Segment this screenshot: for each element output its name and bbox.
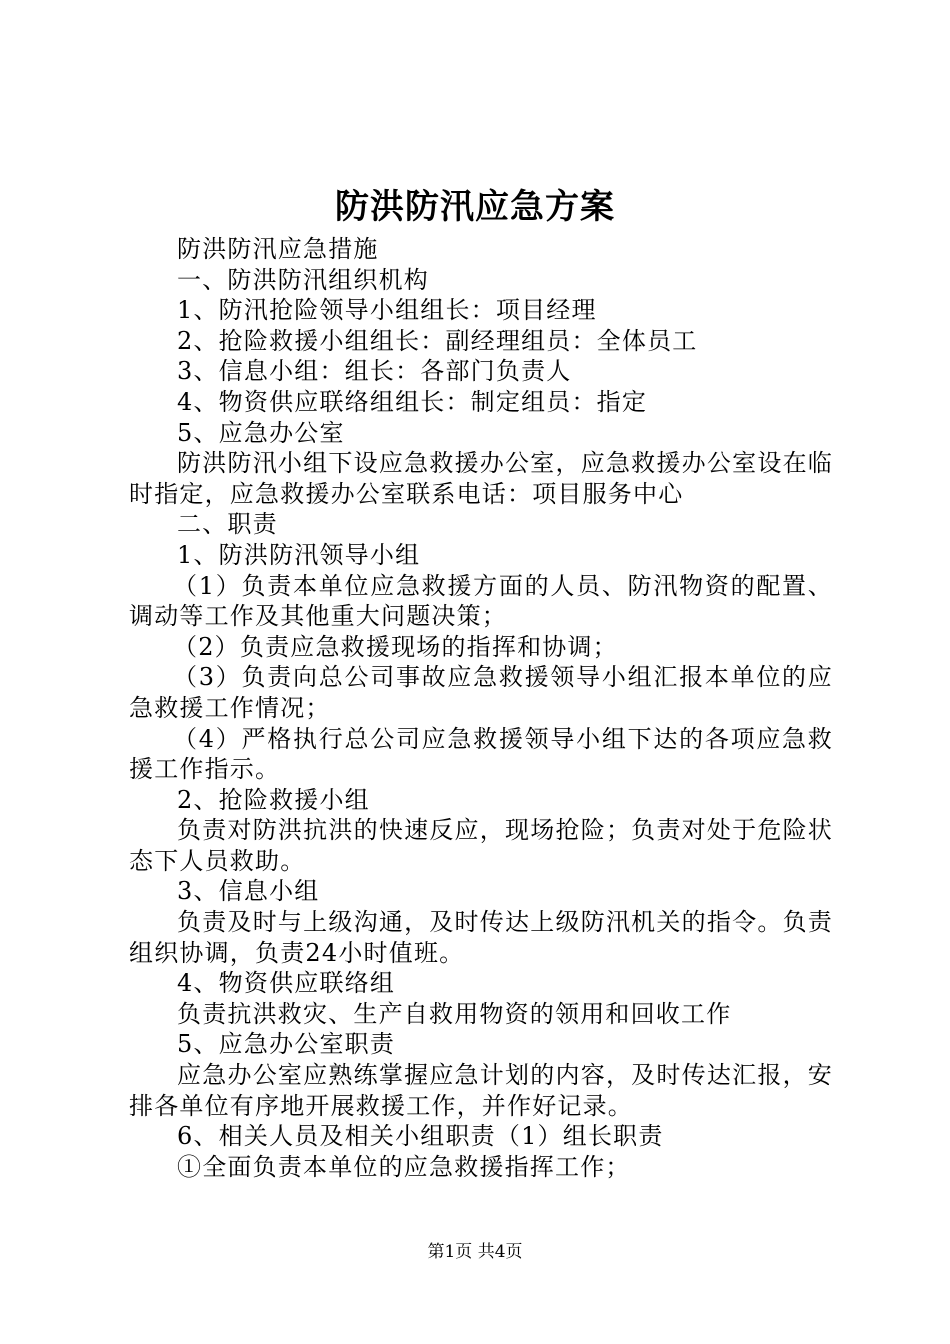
paragraph: （2）负责应急救援现场的指挥和协调；: [173, 632, 618, 661]
paragraph: 防洪防汛应急措施: [177, 235, 379, 263]
paragraph: 负责及时与上级沟通，及时传达上级防汛机关的指令。负责组织协调，负责24小时值班。: [129, 908, 833, 967]
section-heading: 二、职责: [177, 510, 278, 539]
paragraph: 3、信息小组：组长：各部门负责人: [177, 357, 572, 386]
paragraph: （1）负责本单位应急救援方面的人员、防汛物资的配置、调动等工作及其他重大问题决策；: [129, 571, 833, 631]
paragraph: 3、信息小组: [177, 877, 320, 906]
paragraph: 防洪防汛小组下设应急救援办公室，应急救援办公室设在临时指定，应急救援办公室联系电话：项目服务中心: [129, 449, 833, 508]
paragraph: 5、应急办公室: [177, 418, 345, 447]
paragraph: ①全面负责本单位的应急救援指挥工作；: [177, 1152, 631, 1181]
section-heading: 一、防洪防汛组织机构: [177, 265, 429, 294]
paragraph: 6、相关人员及相关小组职责（1）组长职责: [177, 1122, 664, 1151]
paragraph: 1、防汛抢险领导小组组长：项目经理: [177, 296, 597, 325]
page-footer: 第1页 共4页: [427, 1242, 523, 1262]
paragraph: 1、防洪防汛领导小组: [177, 540, 421, 569]
paragraph: 应急办公室应熟练掌握应急计划的内容，及时传达汇报，安排各单位有序地开展救援工作，并作好记录。: [129, 1061, 833, 1120]
paragraph: （4）严格执行总公司应急救援领导小组下达的各项应急救援工作指示。: [129, 724, 833, 784]
paragraph: 4、物资供应联络组: [177, 969, 396, 998]
paragraph: 2、抢险救援小组: [177, 785, 370, 814]
document-title: 防洪防汛应急方案: [335, 187, 615, 227]
paragraph: 5、应急办公室职责: [177, 1030, 396, 1059]
paragraph: 负责抗洪救灾、生产自救用物资的领用和回收工作: [177, 999, 732, 1028]
paragraph: （3）负责向总公司事故应急救援领导小组汇报本单位的应急救援工作情况；: [129, 663, 833, 722]
document-body: [129, 234, 833, 1182]
paragraph: 4、物资供应联络组组长：制定组员：指定: [177, 387, 648, 416]
paragraph: 负责对防洪抗洪的快速反应，现场抢险；负责对处于危险状态下人员救助。: [129, 816, 833, 875]
paragraph: 2、抢险救援小组组长：副经理组员：全体员工: [177, 326, 698, 355]
